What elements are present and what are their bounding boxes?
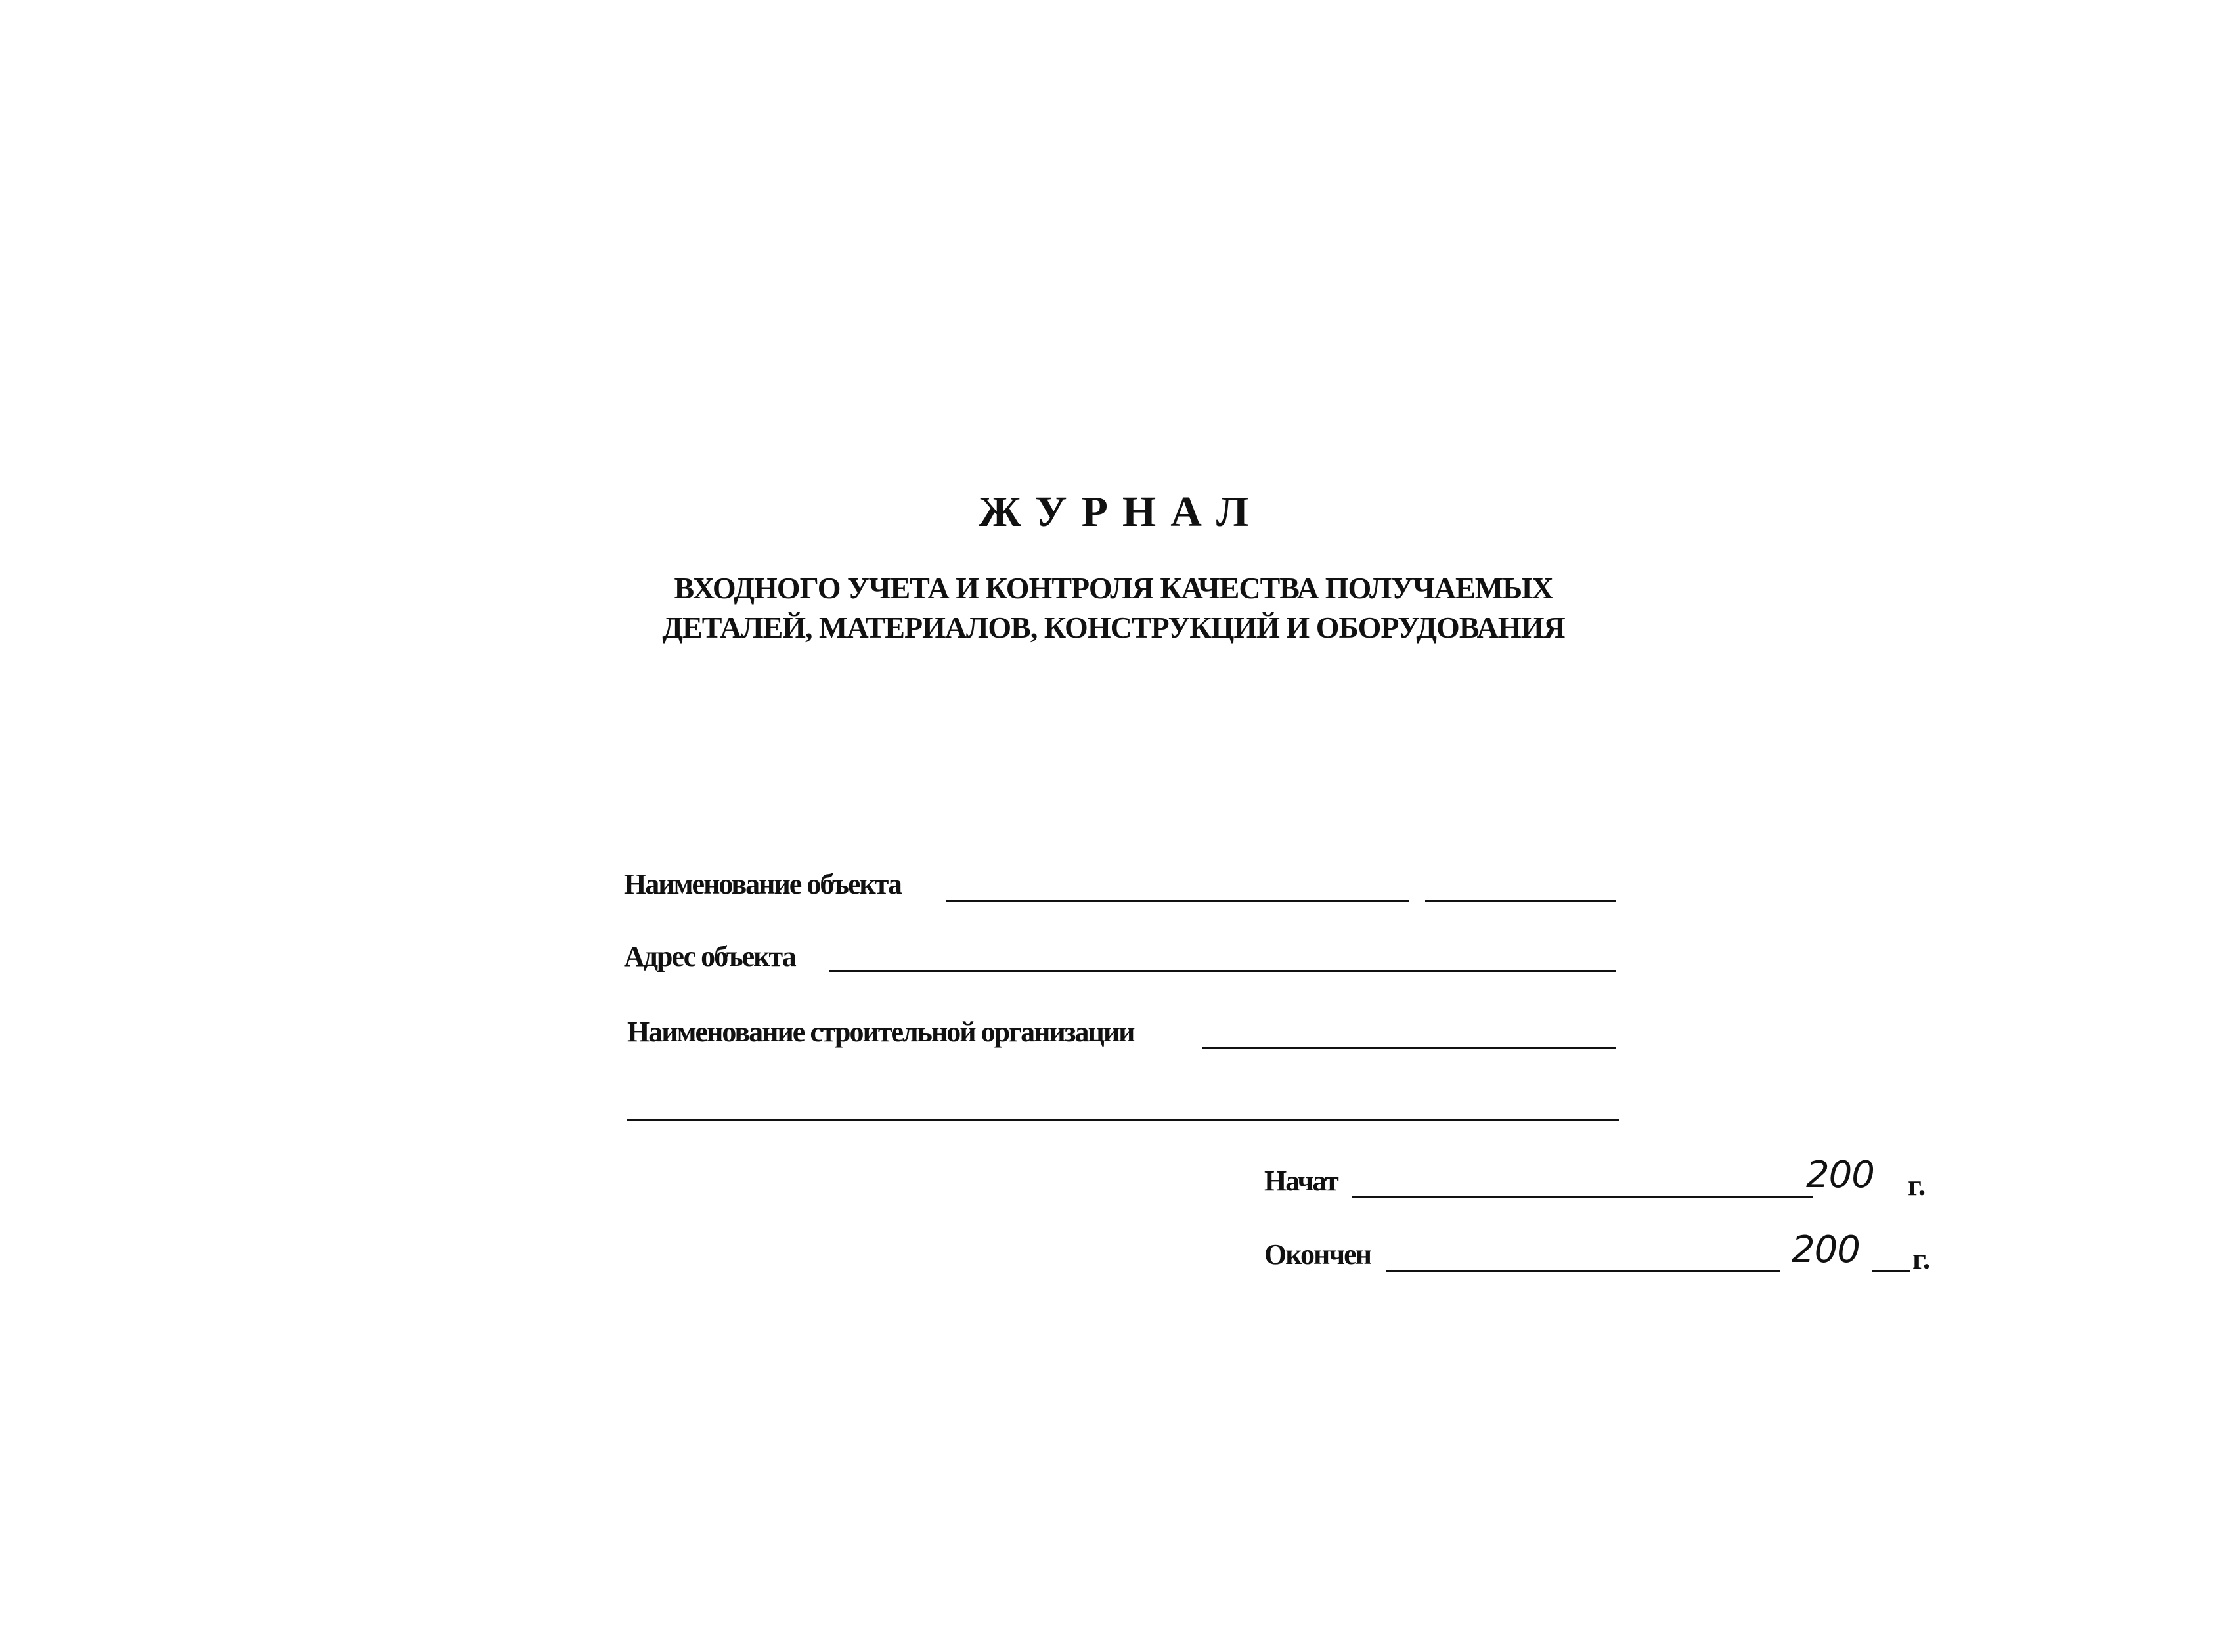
finished-label: Окончен bbox=[1264, 1238, 1371, 1271]
object-address-label: Адрес объекта bbox=[624, 940, 795, 972]
object-name-label: Наименование объекта bbox=[624, 868, 901, 900]
started-date-fill-line bbox=[1352, 1196, 1813, 1198]
builder-organization-fill-line bbox=[1202, 1047, 1616, 1049]
started-year-suffix: г. bbox=[1908, 1168, 1926, 1202]
started-year-prefix: 200 bbox=[1806, 1154, 1874, 1196]
finished-date-fill-line bbox=[1386, 1270, 1780, 1272]
object-address-fill-line bbox=[829, 970, 1616, 972]
journal-subtitle-line-1: ВХОДНОГО УЧЕТА И КОНТРОЛЯ КАЧЕСТВА ПОЛУЧАЕМЫХ bbox=[674, 571, 1553, 605]
finished-year-suffix: г. bbox=[1912, 1242, 1931, 1275]
finished-year-prefix: 200 bbox=[1792, 1228, 1860, 1271]
finished-year-digit-fill-line bbox=[1872, 1270, 1910, 1272]
blank-fill-line bbox=[627, 1119, 1619, 1121]
journal-subtitle-line-2: ДЕТАЛЕЙ, МАТЕРИАЛОВ, КОНСТРУКЦИЙ И ОБОРУДОВАНИЯ bbox=[662, 611, 1565, 644]
journal-title: ЖУРНАЛ bbox=[978, 488, 1264, 536]
object-name-fill-line bbox=[946, 900, 1409, 902]
builder-organization-label: Наименование строительной организации bbox=[627, 1016, 1134, 1048]
started-label: Начат bbox=[1264, 1165, 1338, 1197]
object-name-fill-line-extension bbox=[1425, 900, 1616, 902]
